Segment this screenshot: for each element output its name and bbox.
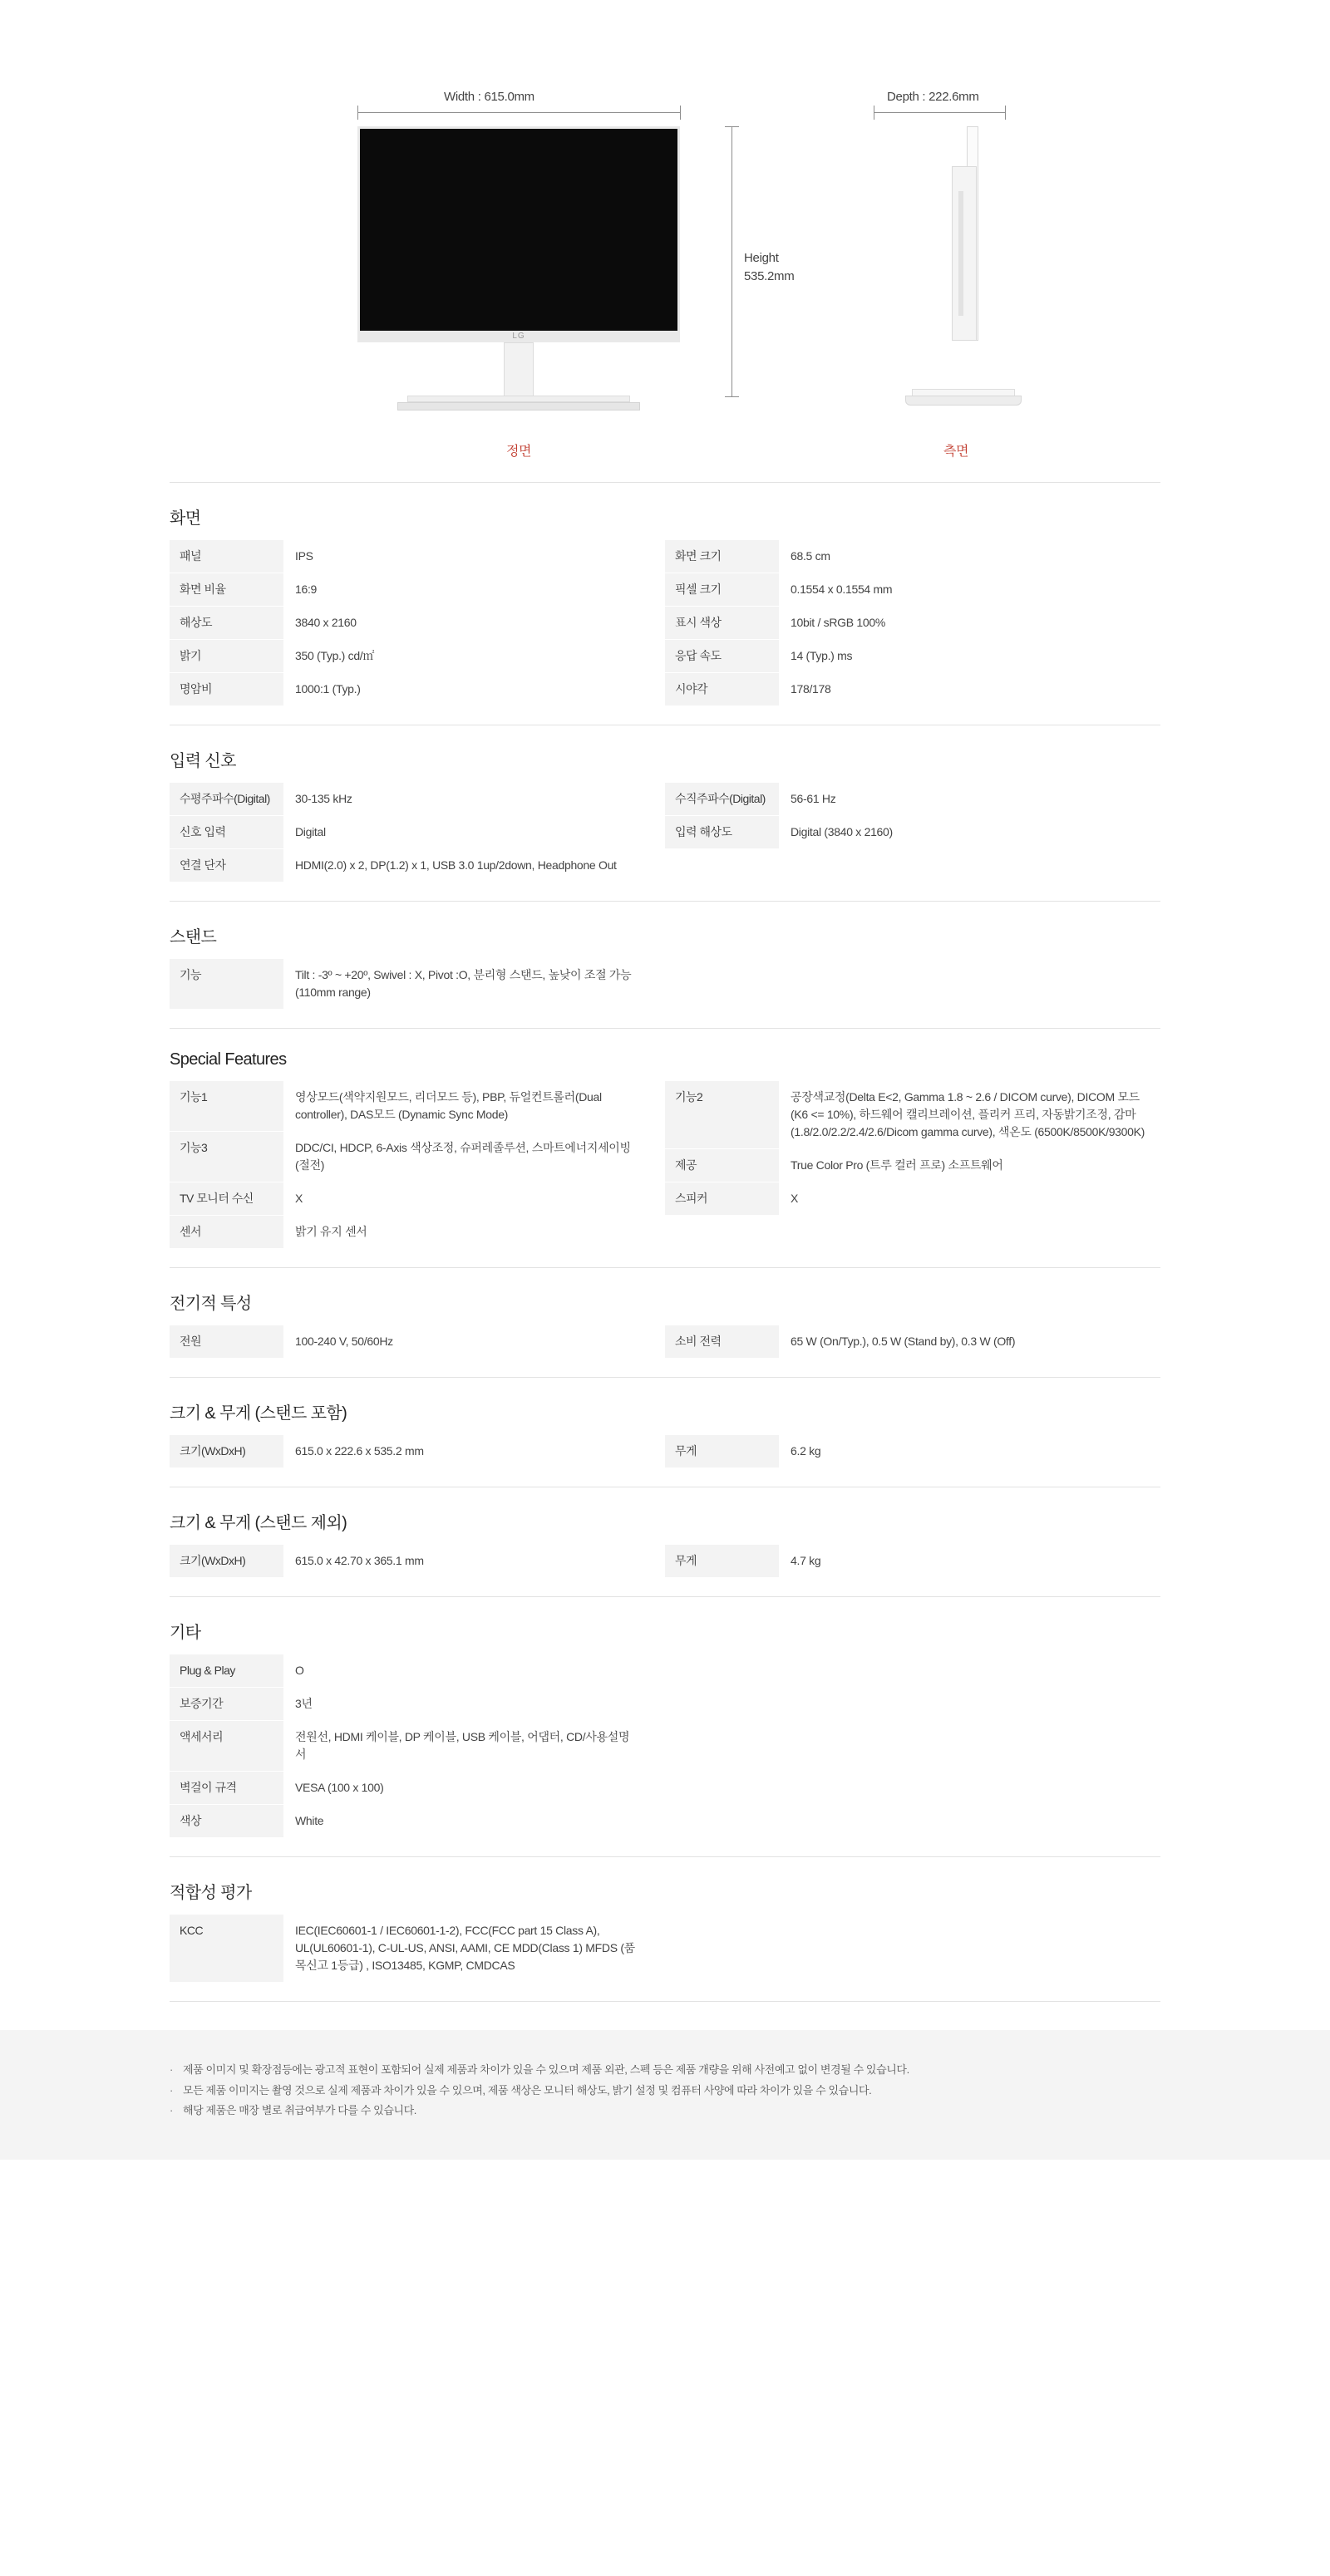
spec-row-value: Tilt : -3º ~ +20º, Swivel : X, Pivot :O, 분리형 스탠드, 높낮이 조절 가능(110mm range) [283,959,650,1010]
spec-row [170,1721,650,1772]
width-dimension-line [357,112,680,113]
spec-row-label: 해상도 [170,607,283,640]
spec-row-label: 제공 [665,1149,779,1182]
bullet-icon: · [170,2083,173,2097]
spec-section [170,1487,1160,1597]
spec-row-label: 기능2 [665,1081,779,1149]
spec-grid [170,959,1160,1010]
spec-row [665,640,1160,673]
spec-section [170,725,1160,902]
spec-row-value: X [779,1182,1160,1216]
monitor-front-screen [357,126,680,342]
spec-row-value: 1000:1 (Typ.) [283,673,650,706]
spec-section-title: 크기 & 무게 (스탠드 포함) [170,1404,347,1423]
spec-column-right [665,1435,1160,1468]
spec-column-left [170,1915,665,1983]
height-cap-top [725,126,739,127]
width-cap-left [357,106,358,120]
spec-row-label: 수평주파수(Digital) [170,783,283,816]
spec-row [170,816,650,849]
spec-row-value: DDC/CI, HDCP, 6-Axis 색상조정, 슈퍼레졸루션, 스마트에너지세이빙(절전) [283,1132,650,1182]
height-label-line2: 535.2mm [744,268,795,283]
spec-grid [170,783,1160,882]
spec-row-label: 명암비 [170,673,283,706]
spec-column-right [665,783,1160,882]
dimension-diagram [0,0,1330,482]
spec-section-title: 입력 신호 [170,752,236,770]
spec-row-value: 615.0 x 222.6 x 535.2 mm [283,1435,650,1468]
spec-row-label: 보증기간 [170,1688,283,1721]
spec-row-value: VESA (100 x 100) [283,1772,650,1805]
spec-section-title: 화면 [170,509,201,528]
spec-row-label: 기능3 [170,1132,283,1182]
spec-row [170,1435,650,1468]
spec-section-title: 적합성 평가 [170,1884,252,1902]
footer-note-text: 모든 제품 이미지는 촬영 것으로 실제 제품과 차이가 있을 수 있으며, 제품 색상은 모니터 해상도, 밝기 설정 및 컴퓨터 사양에 따라 차이가 있을 수 있습니다. [183,2083,872,2097]
spec-row [170,673,650,706]
spec-row-value: 65 W (On/Typ.), 0.5 W (Stand by), 0.3 W (Off) [779,1325,1160,1359]
height-dimension-label [744,249,794,286]
spec-grid [170,1654,1160,1838]
spec-section [170,1268,1160,1378]
spec-column-left [170,959,665,1010]
height-label-line1: Height [744,251,779,265]
spec-row [665,783,1160,816]
spec-row-label: 크기(WxDxH) [170,1545,283,1578]
spec-row [170,959,650,1010]
spec-row-value: 6.2 kg [779,1435,1160,1468]
spec-row-value: 0.1554 x 0.1554 mm [779,573,1160,607]
spec-row-label: 센서 [170,1216,283,1249]
spec-row [170,573,650,607]
spec-row-label: 응답 속도 [665,640,779,673]
spec-row-label: 크기(WxDxH) [170,1435,283,1468]
spec-grid [170,1325,1160,1359]
spec-row [665,1149,1160,1182]
spec-row-value: 4.7 kg [779,1545,1160,1578]
spec-row-value: 3840 x 2160 [283,607,650,640]
depth-dimension-label: Depth : 222.6mm [887,90,979,104]
spec-row [170,783,650,816]
spec-row-label: 액세서리 [170,1721,283,1772]
spec-row [170,1216,650,1249]
spec-row [170,1325,650,1359]
bullet-icon: · [170,2104,173,2117]
spec-column-right [665,540,1160,706]
spec-row [170,849,650,882]
spec-row [170,1081,650,1132]
side-view [869,66,1043,459]
spec-row-value: White [283,1805,650,1838]
spec-section-title: Special Features [170,1050,287,1069]
spec-row-label: 화면 비율 [170,573,283,607]
spec-row-value: 30-135 kHz [283,783,650,816]
spec-row-label: 스피커 [665,1182,779,1216]
spec-row-label: 시야각 [665,673,779,706]
brand-logo: LG [512,332,525,341]
spec-row-value: 3년 [283,1688,650,1721]
spec-section-title: 크기 & 무게 (스탠드 제외) [170,1514,347,1532]
spec-row-value: 영상모드(색약지원모드, 리더모드 등), PBP, 듀얼컨트롤러(Dual controller), DAS모드 (Dynamic Sync Mode) [283,1081,650,1132]
spec-section [170,902,1160,1029]
spec-section-title: 기타 [170,1624,201,1642]
spec-column-left [170,540,665,706]
spec-row-value: IEC(IEC60601-1 / IEC60601-1-2), FCC(FCC part 15 Class A), UL(UL60601-1), C-UL-US, ANSI, AAMI, CE MDD(Class 1) MFDS (품목신고 1등급) , ISO13485, KGMP, CMDCAS [283,1915,650,1983]
spec-column-right [665,1325,1160,1359]
spec-row-label: 밝기 [170,640,283,673]
footer-note [170,2081,1160,2102]
spec-row-value: Digital (3840 x 2160) [779,816,1160,849]
spec-row-label: 연결 단자 [170,849,283,882]
side-view-caption: 측면 [943,445,968,459]
monitor-stand-neck [504,342,534,397]
spec-row-label: KCC [170,1915,283,1983]
spec-row-value: 56-61 Hz [779,783,1160,816]
width-dimension-label: Width : 615.0mm [444,90,534,104]
spec-row-value: 10bit / sRGB 100% [779,607,1160,640]
spec-row [170,1805,650,1838]
spec-column-left [170,1435,665,1468]
spec-row [665,540,1160,573]
depth-cap-right [1005,106,1006,120]
spec-row [665,573,1160,607]
spec-row-label: 화면 크기 [665,540,779,573]
footer-note-text: 해당 제품은 매장 별로 취급여부가 다를 수 있습니다. [183,2104,417,2117]
spec-row [170,1772,650,1805]
spec-sections [0,482,1330,2002]
spec-row-label: TV 모니터 수신 [170,1182,283,1216]
spec-row-value: 350 (Typ.) cd/㎡ [283,640,650,673]
spec-section [170,1857,1160,2002]
spec-grid [170,1545,1160,1578]
spec-row-value: 14 (Typ.) ms [779,640,1160,673]
spec-grid [170,1081,1160,1249]
spec-row-value: O [283,1654,650,1688]
spec-row [665,673,1160,706]
spec-row-label: 픽셀 크기 [665,573,779,607]
spec-row-value: 16:9 [283,573,650,607]
bullet-icon: · [170,2063,173,2076]
spec-row-label: 패널 [170,540,283,573]
spec-section [170,1597,1160,1857]
spec-section-title: 전기적 특성 [170,1295,252,1313]
spec-row [665,1325,1160,1359]
spec-row-label: 기능1 [170,1081,283,1132]
spec-row-value: Digital [283,816,650,849]
spec-column-left [170,1081,665,1249]
spec-row [170,1132,650,1182]
spec-row [170,1688,650,1721]
spec-row-label: 무게 [665,1435,779,1468]
spec-section [170,1378,1160,1487]
spec-row [170,607,650,640]
monitor-side-column [952,166,977,341]
spec-row-label: 기능 [170,959,283,1010]
spec-row-value: True Color Pro (트루 컬러 프로) 소프트웨어 [779,1149,1160,1182]
spec-row [170,640,650,673]
spec-grid [170,540,1160,706]
spec-row [665,1435,1160,1468]
spec-section [170,482,1160,725]
spec-row-value: 615.0 x 42.70 x 365.1 mm [283,1545,650,1578]
width-cap-right [680,106,681,120]
spec-column-left [170,1325,665,1359]
spec-row [665,1182,1160,1216]
spec-section-title: 스탠드 [170,928,217,946]
spec-row [665,607,1160,640]
spec-grid [170,1915,1160,1983]
front-view-caption: 정면 [506,445,531,459]
footer-note-text: 제품 이미지 및 확장점등에는 광고적 표현이 포함되어 실제 제품과 차이가 있을 수 있으며 제품 외관, 스펙 등은 제품 개량을 위해 사전예고 없이 변경될 수 있습니다. [183,2063,909,2076]
spec-row-value: HDMI(2.0) x 2, DP(1.2) x 1, USB 3.0 1up/2down, Headphone Out [283,849,650,882]
depth-dimension-line [874,112,1005,113]
footer-note [170,2060,1160,2081]
monitor-stand-base-top [407,396,630,402]
spec-row [665,816,1160,849]
spec-column-right [665,1915,1160,1983]
spec-column-right [665,1545,1160,1578]
spec-row-label: 무게 [665,1545,779,1578]
spec-column-left [170,1654,665,1838]
spec-row-value: 전원선, HDMI 케이블, DP 케이블, USB 케이블, 어댑터, CD/사용설명서 [283,1721,650,1772]
height-cap-bottom [725,396,739,397]
spec-column-left [170,1545,665,1578]
spec-row-label: 수직주파수(Digital) [665,783,779,816]
spec-row [170,540,650,573]
spec-grid [170,1435,1160,1468]
spec-row [170,1545,650,1578]
spec-row-label: 전원 [170,1325,283,1359]
spec-row-label: 벽걸이 규격 [170,1772,283,1805]
spec-row-label: Plug & Play [170,1654,283,1688]
monitor-side-slot [958,191,963,316]
spec-row [170,1915,650,1983]
spec-row-value: 178/178 [779,673,1160,706]
spec-row-value: X [283,1182,650,1216]
spec-row-label: 신호 입력 [170,816,283,849]
spec-row-label: 색상 [170,1805,283,1838]
spec-row-label: 입력 해상도 [665,816,779,849]
spec-row-value: 공장색교정(Delta E<2, Gamma 1.8 ~ 2.6 / DICOM curve), DICOM 모드(K6 <= 10%), 하드웨어 캘리브레이션, 플리커 프리, 자동밝기조정, 감마 (1.8/2.0/2.2/2.4/2.6/Dicom gamma curve), 색온도 (6500K/8500K/9300K) [779,1081,1160,1149]
spec-column-right [665,1654,1160,1838]
monitor-stand-base-bottom [397,402,640,410]
spec-row-label: 표시 색상 [665,607,779,640]
spec-section [170,1029,1160,1268]
spec-column-right [665,1081,1160,1249]
spec-column-left [170,783,665,882]
footer-note [170,2101,1160,2121]
spec-row-value: 68.5 cm [779,540,1160,573]
spec-row [665,1545,1160,1578]
spec-column-right [665,959,1160,1010]
spec-row-label: 소비 전력 [665,1325,779,1359]
spec-row [665,1081,1160,1149]
spec-row-value: 100-240 V, 50/60Hz [283,1325,650,1359]
footer-notes [0,2030,1330,2160]
spec-row-value: IPS [283,540,650,573]
spec-row-value: 밝기 유지 센서 [283,1216,650,1249]
spec-row [170,1182,650,1216]
front-view [357,66,682,459]
spec-row [170,1654,650,1688]
monitor-side-base [905,396,1022,406]
